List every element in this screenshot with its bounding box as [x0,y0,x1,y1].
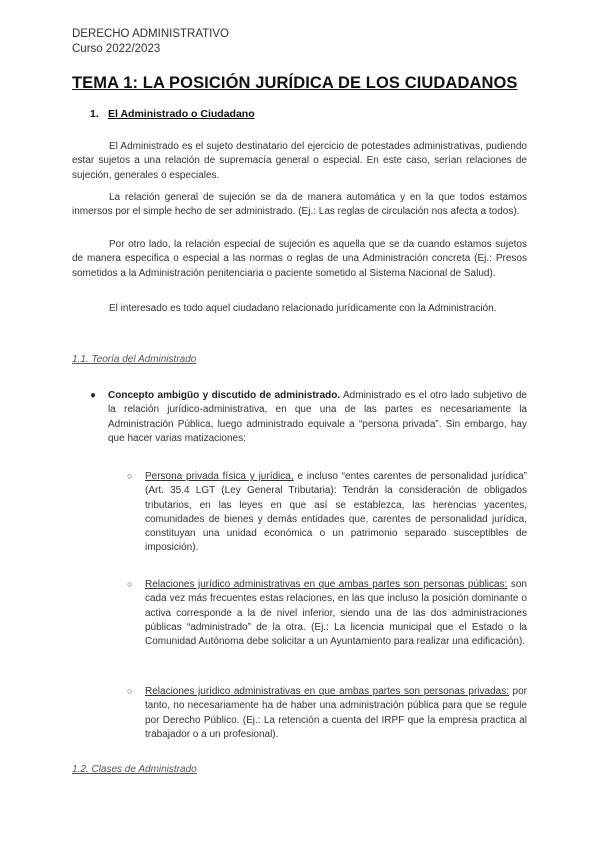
paragraph-2: La relación general de sujeción se da de manera automática y en la que todos estamos inmersos por el simple hecho de ser administrado. (Ej.: Las reglas de circulación nos afecta a todos). [72,192,527,218]
subitem-persona-privada [145,470,527,556]
subitem-underlined: Persona privada física y jurídica, [145,471,294,482]
section-heading-1 [90,108,255,120]
bullet-text: Administrado es el otro lado subjetivo de la relación jurídico-administrativa, en que una de las partes es necesariamente la Administración Pública, luego administrado equivale a “persona privada”. Sin embargo, hay que hacer varias matizaciones: [108,390,527,444]
subitem-marker: ○ [127,686,133,696]
section-number: 1. [90,108,99,120]
subitem-underlined: Relaciones jurídico administrativas en que ambas partes son personas públicas: [145,579,508,590]
bullet-item-concept [108,389,527,446]
section-label: El Administrado o Ciudadano [108,108,255,120]
page-title: TEMA 1: LA POSICIÓN JURÍDICA DE LOS CIUDADANOS [72,74,518,92]
subitem-text: por tanto, no necesariamente ha de haber una administración pública para que se regule por Derecho Público. (Ej.: La retención a cuenta del IRPF que la empresa practica al trabajador o a un profesional). [145,686,528,740]
document-header [72,27,229,57]
bullet-bold-text: Concepto ambigüo y discutido de administrado. [108,390,341,401]
subitem-text: son cada vez más frecuentes estas relaciones, en las que incluso la posición dominante o activa corresponde a la de nivel inferior, siendo una de las dos administraciones públicas “administrado” de la otra. (Ej.: La licencia municipal que el Estado o la Comunidad Autónoma debe solicitar a un Ayuntamiento para realizar una edificación). [145,579,527,648]
course-name: DERECHO ADMINISTRATIVO [72,28,229,40]
subitem-personas-publicas [145,578,527,649]
subitem-text: e incluso “entes carentes de personalidad jurídica” (Art. 35.4 LGT (Ley General Tributaria): Tendrán la consideración de obligados tributarios, en las leyes en que así se establezca, las herencias yacentes, comunidades de bienes y demás entidades que, carentes de personalidad jurídica, constituyan una unidad económica o un patrimonio separado susceptibles de imposición). [145,471,527,554]
course-year: Curso 2022/2023 [72,43,161,55]
paragraph-4: El interesado es todo aquel ciudadano relacionado jurídicamente con la Administración. [109,303,497,314]
subsection-heading-1-2: 1.2. Clases de Administrado [72,764,197,775]
subsection-heading-1-1: 1.1. Teoría del Administrado [72,354,197,365]
subitem-marker: ○ [127,471,133,481]
subitem-personas-privadas [145,685,527,742]
subitem-underlined: Relaciones jurídico administrativas en que ambas partes son personas privadas: [145,686,509,697]
subitem-marker: ○ [127,579,133,589]
paragraph-3: Por otro lado, la relación especial de sujeción es aquella que se da cuando estamos sujetos de manera especifica o especial a las normas o reglas de una Administración concreta (Ej.: Presos sometidos a la Administración penitenciaria o paciente sometido al Sistema Nacional de Salud). [72,239,527,279]
paragraph-1: El Administrado es el sujeto destinatario del ejercicio de potestades administrativas, pudiendo estar sujetos a una relación de supremacía general o especial. En este caso, serían relaciones de sujeción, generales o especiales. [72,141,527,181]
bullet-marker: ● [90,390,97,401]
